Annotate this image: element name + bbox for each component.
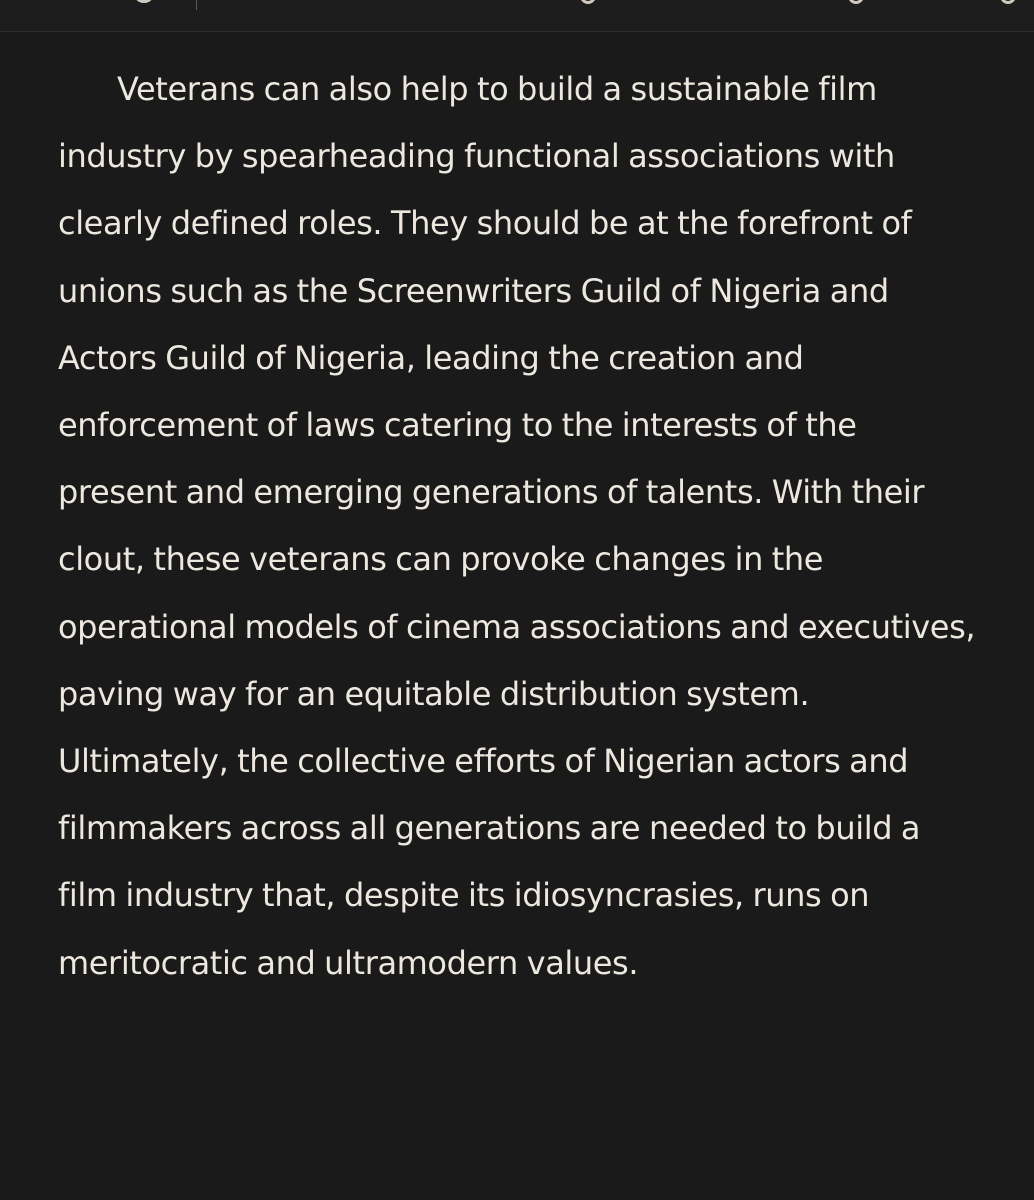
cropped-text-fragment [580,0,596,4]
article-paragraph: Veterans can also help to build a sustainable film industry by spearheading functional associations with clearly defined roles. They should be at the forefront of unions such as the Screenwriters Guild of Nigeria and Actors Guild of Nigeria, leading the creation and enforcement of laws catering to the interests of the present and emerging generations of talents. With their clout, these veterans can provoke changes in the operational models of cinema associations and executives, paving way for an equitable distribution system. Ultimately, the collective efforts of Nigerian actors and filmmakers across all generations are needed to build a film industry that, despite its idiosyncrasies, runs on meritocratic and ultramodern values. [58,70,976,982]
section-divider [0,31,1034,32]
cropped-divider [196,0,197,10]
cropped-text-fragment [133,0,155,3]
cropped-previous-line [0,0,1034,31]
cropped-text-fragment [1000,0,1016,4]
cropped-text-fragment [848,0,864,4]
